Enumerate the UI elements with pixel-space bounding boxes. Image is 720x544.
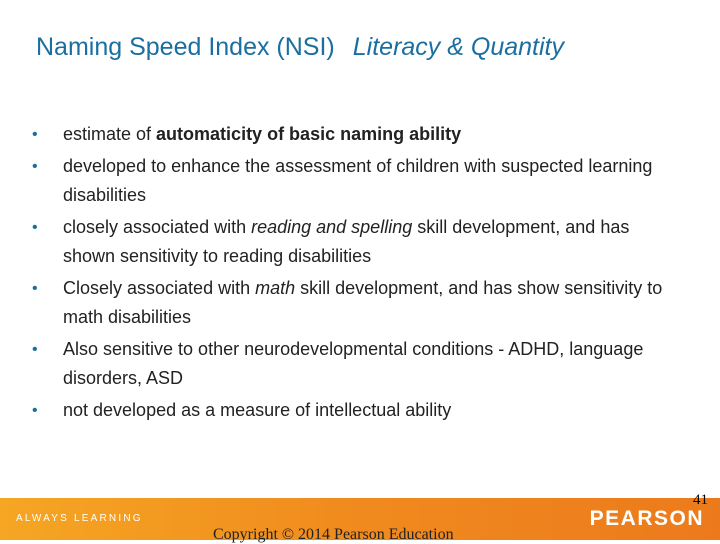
bullet-text-part: closely associated with bbox=[63, 217, 252, 237]
bullet-dot-icon: • bbox=[32, 219, 38, 236]
pearson-logo: PEARSON bbox=[589, 507, 704, 530]
bullet-text bbox=[63, 124, 461, 144]
bullet-item bbox=[32, 396, 682, 425]
bullet-text-part: skill development, and has show sensitivity to math disabilities bbox=[63, 278, 663, 327]
bullet-item bbox=[32, 335, 682, 393]
slide-title-main: Naming Speed Index (NSI) bbox=[36, 33, 335, 61]
bullet-text bbox=[63, 156, 652, 205]
slide-title bbox=[36, 33, 564, 62]
bullet-text-part: reading and spelling bbox=[251, 217, 413, 237]
bullet-text-part: skill development, and has shown sensitivity to reading disabilities bbox=[63, 217, 630, 266]
bullet-text bbox=[63, 400, 451, 420]
bullet-dot-icon: • bbox=[32, 126, 38, 143]
bullet-dot-icon: • bbox=[32, 158, 38, 175]
bullet-text bbox=[63, 278, 662, 327]
bullet-text-part: estimate of bbox=[63, 124, 157, 144]
bullet-dot-icon: • bbox=[32, 280, 38, 297]
bullet-list bbox=[32, 120, 682, 428]
copyright-notice: Copyright © 2014 Pearson Education bbox=[213, 526, 454, 543]
bullet-dot-icon: • bbox=[32, 341, 38, 358]
bullet-text-part: automaticity of basic naming ability bbox=[156, 124, 462, 144]
bullet-text-part: Also sensitive to other neurodevelopmental conditions - ADHD, language disorders, ASD bbox=[63, 339, 644, 388]
bullet-text-part: developed to enhance the assessment of children with suspected learning disabilities bbox=[63, 156, 653, 205]
bullet-item bbox=[32, 152, 682, 210]
bullet-item bbox=[32, 120, 682, 149]
bullet-dot-icon: • bbox=[32, 402, 38, 419]
bullet-text bbox=[63, 339, 643, 388]
bullet-item bbox=[32, 213, 682, 271]
bullet-text-part: Closely associated with bbox=[63, 278, 256, 298]
page-number: 41 bbox=[693, 492, 708, 508]
bullet-item bbox=[32, 274, 682, 332]
footer-tagline: ALWAYS LEARNING bbox=[16, 513, 143, 524]
slide-title-italic: Literacy & Quantity bbox=[352, 33, 564, 61]
bullet-text-part: not developed as a measure of intellectual ability bbox=[63, 400, 452, 420]
bullet-text bbox=[63, 217, 629, 266]
bullet-text-part: math bbox=[255, 278, 296, 298]
